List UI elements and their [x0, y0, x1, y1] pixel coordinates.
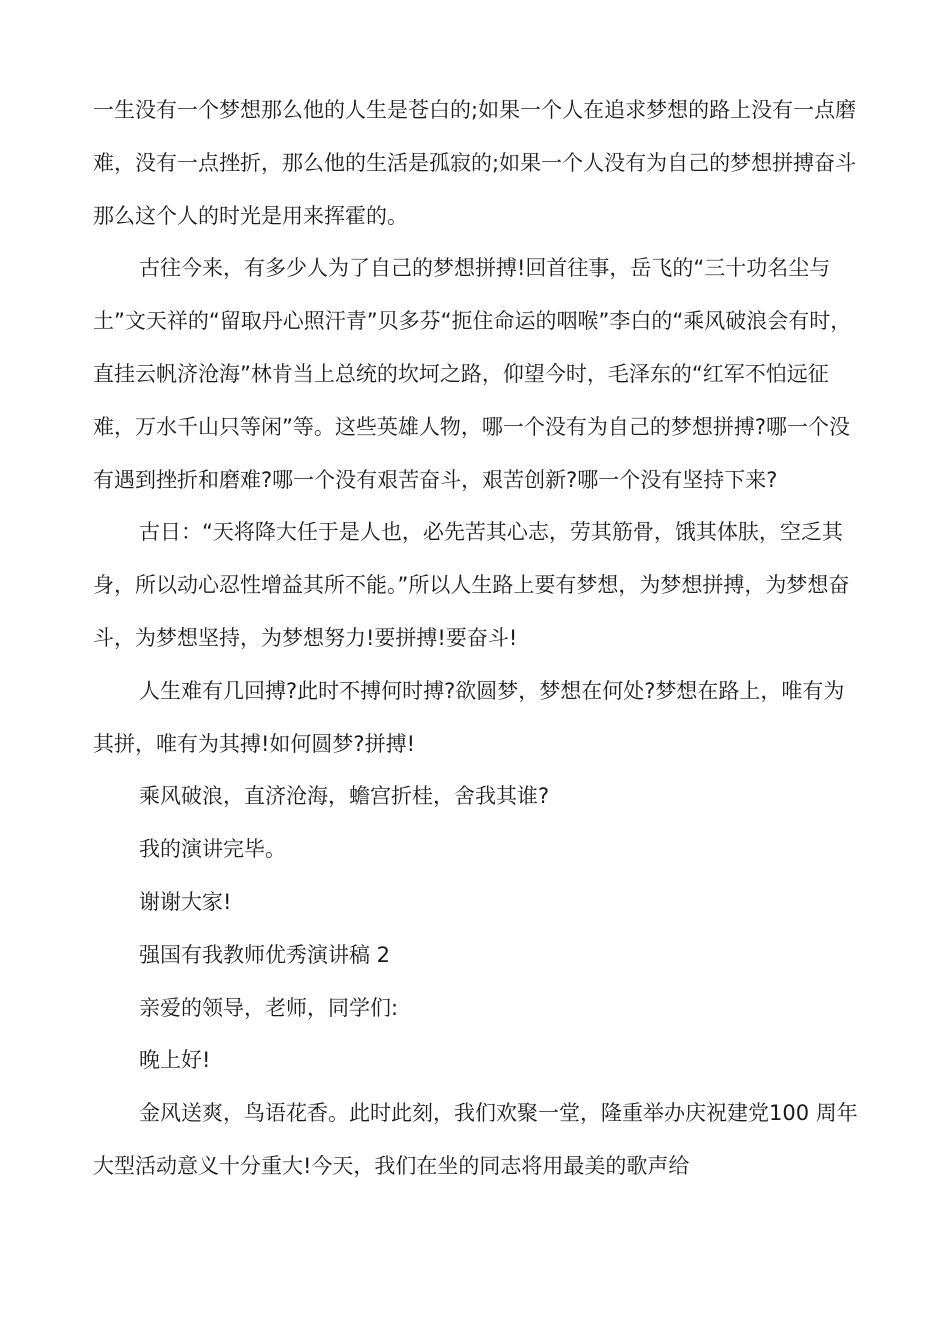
paragraph-ancient-quote: 古日：“天将降大任于是人也，必先苦其心志，劳其筋骨，饿其体肤，空乏其身，所以动心忍性增益其所不能。”所以人生路上要有梦想，为梦想拼搏，为梦想奋斗，为梦想坚持，为梦想努力!要拼搏!要奋斗!	[93, 520, 850, 650]
paragraph-celebration: 金风送爽，鸟语花香。此时此刻，我们欢聚一堂，隆重举办庆祝建党100 周年大型活动意义十分重大!今天，我们在坐的同志将用最美的歌声给	[93, 1101, 858, 1178]
paragraph-dream-intro: 一生没有一个梦想那么他的人生是苍白的;如果一个人在追求梦想的路上没有一点磨难，没有一点挫折，那么他的生活是孤寂的;如果一个人没有为自己的梦想拼搏奋斗那么这个人的时光是用来挥霍的。	[93, 98, 857, 228]
paragraph-strive: 人生难有几回搏?此时不搏何时搏?欲圆梦，梦想在何处?梦想在路上，唯有为其拼，唯有为其搏!如何圆梦?拼搏!	[93, 678, 845, 756]
paragraph-historical-figures: 古往今来，有多少人为了自己的梦想拼搏!回首往事，岳飞的“三十功名尘与土”文天祥的“留取丹心照汗青”贝多芬“扼住命运的咽喉”李白的“乘风破浪会有时，直挂云帆济沧海”林肯当上总统的坎坷之路，仰望今时，毛泽东的“红军不怕远征难，万水千山只等闲”等。这些英雄人物，哪一个没有为自己的梦想拼搏?哪一个没有遇到挫折和磨难?哪一个没有艰苦奋斗，艰苦创新?哪一个没有坚持下来?	[93, 256, 852, 492]
paragraph-salutation: 亲爱的领导，老师，同学们:	[139, 995, 399, 1020]
paragraph-thanks: 谢谢大家!	[139, 889, 232, 914]
paragraph-speech-end: 我的演讲完毕。	[139, 837, 286, 862]
paragraph-greeting: 晚上好!	[139, 1048, 211, 1073]
document-body	[93, 84, 858, 1193]
section-title-speech-2: 强国有我教师优秀演讲稿 2	[139, 942, 391, 967]
paragraph-ride-the-wind: 乘风破浪，直济沧海，蟾宫折桂，舍我其谁?	[139, 784, 550, 809]
